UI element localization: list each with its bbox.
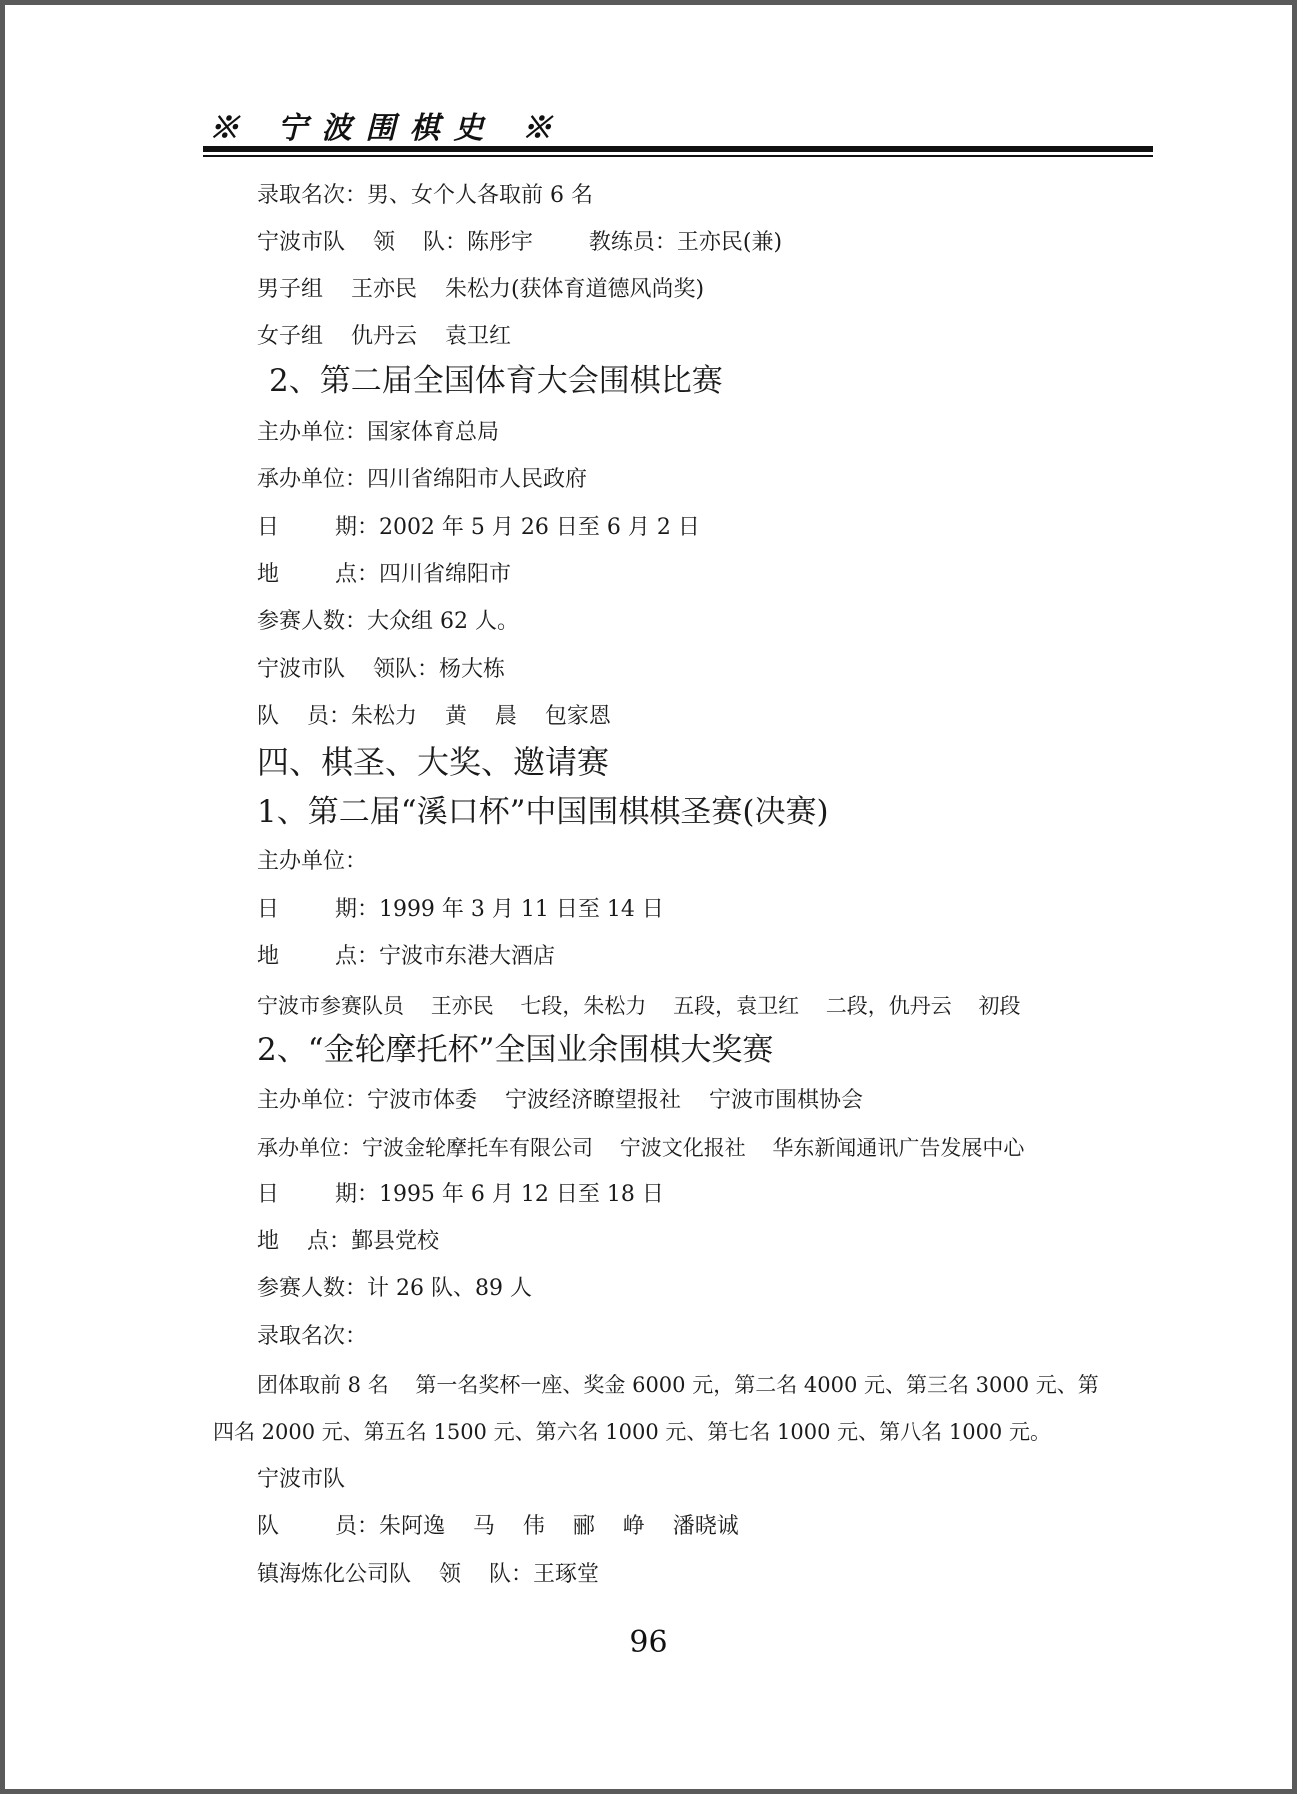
text-line: 宁波市参赛队员 王亦民 七段，朱松力 五段，袁卫红 二段，仇丹云 初段 xyxy=(257,994,1021,1018)
text-line: 队 员：朱阿逸 马 伟 郦 峥 潘晓诚 xyxy=(257,1514,739,1539)
header-rule-thick xyxy=(203,146,1153,152)
text-line: 地 点：鄞县党校 xyxy=(257,1229,439,1254)
chapter-heading: 四、棋圣、大奖、邀请赛 xyxy=(257,743,610,781)
text-line: 宁波市队 领队：杨大栋 xyxy=(257,657,505,682)
text-line: 地 点：宁波市东港大酒店 xyxy=(257,944,555,969)
text-line: 日 期：1999 年 3 月 11 日至 14 日 xyxy=(257,897,664,922)
text-line: 主办单位：国家体育总局 xyxy=(257,420,500,445)
text-line: 宁波市队 领 队：陈彤宇 教练员：王亦民(兼) xyxy=(257,230,783,255)
page-number: 96 xyxy=(629,1625,668,1660)
text-line: 宁波市队 xyxy=(257,1467,346,1492)
header-rule-thin xyxy=(203,155,1153,157)
running-header: ※ 宁波围棋史 ※ xyxy=(209,111,566,146)
text-line: 地 点：四川省绵阳市 xyxy=(257,562,511,587)
text-line: 承办单位：四川省绵阳市人民政府 xyxy=(257,467,588,492)
section-heading: 2、“金轮摩托杯”全国业余围棋大奖赛 xyxy=(257,1032,774,1068)
text-line: 参赛人数：计 26 队、89 人 xyxy=(257,1276,532,1301)
text-line: 队 员：朱松力 黄 晨 包家恩 xyxy=(257,704,611,729)
text-line: 承办单位：宁波金轮摩托车有限公司 宁波文化报社 华东新闻通讯广告发展中心 xyxy=(257,1136,1025,1160)
section-heading: 2、第二届全国体育大会围棋比赛 xyxy=(269,363,723,399)
text-line: 主办单位：宁波市体委 宁波经济瞭望报社 宁波市围棋协会 xyxy=(257,1088,863,1113)
text-line: 参赛人数：大众组 62 人。 xyxy=(257,609,519,634)
document-page xyxy=(5,5,1292,1789)
text-line: 主办单位： xyxy=(257,849,368,874)
text-line: 团体取前 8 名 第一名奖杯一座、奖金 6000 元，第二名 4000 元、第三名 3000 元、第 xyxy=(257,1373,1099,1397)
text-line: 录取名次： xyxy=(257,1324,368,1349)
text-line: 录取名次：男、女个人各取前 6 名 xyxy=(257,183,593,208)
text-line: 男子组 王亦民 朱松力(获体育道德风尚奖) xyxy=(257,277,705,302)
text-line: 四名 2000 元、第五名 1500 元、第六名 1000 元、第七名 1000 元、第八名 1000 元。 xyxy=(213,1420,1051,1444)
text-line: 女子组 仇丹云 袁卫红 xyxy=(257,324,511,349)
text-line: 日 期：1995 年 6 月 12 日至 18 日 xyxy=(257,1182,664,1207)
text-line: 日 期：2002 年 5 月 26 日至 6 月 2 日 xyxy=(257,515,700,540)
section-heading: 1、第二届“溪口杯”中国围棋棋圣赛(决赛) xyxy=(257,794,829,830)
text-line: 镇海炼化公司队 领 队：王琢堂 xyxy=(257,1562,599,1587)
